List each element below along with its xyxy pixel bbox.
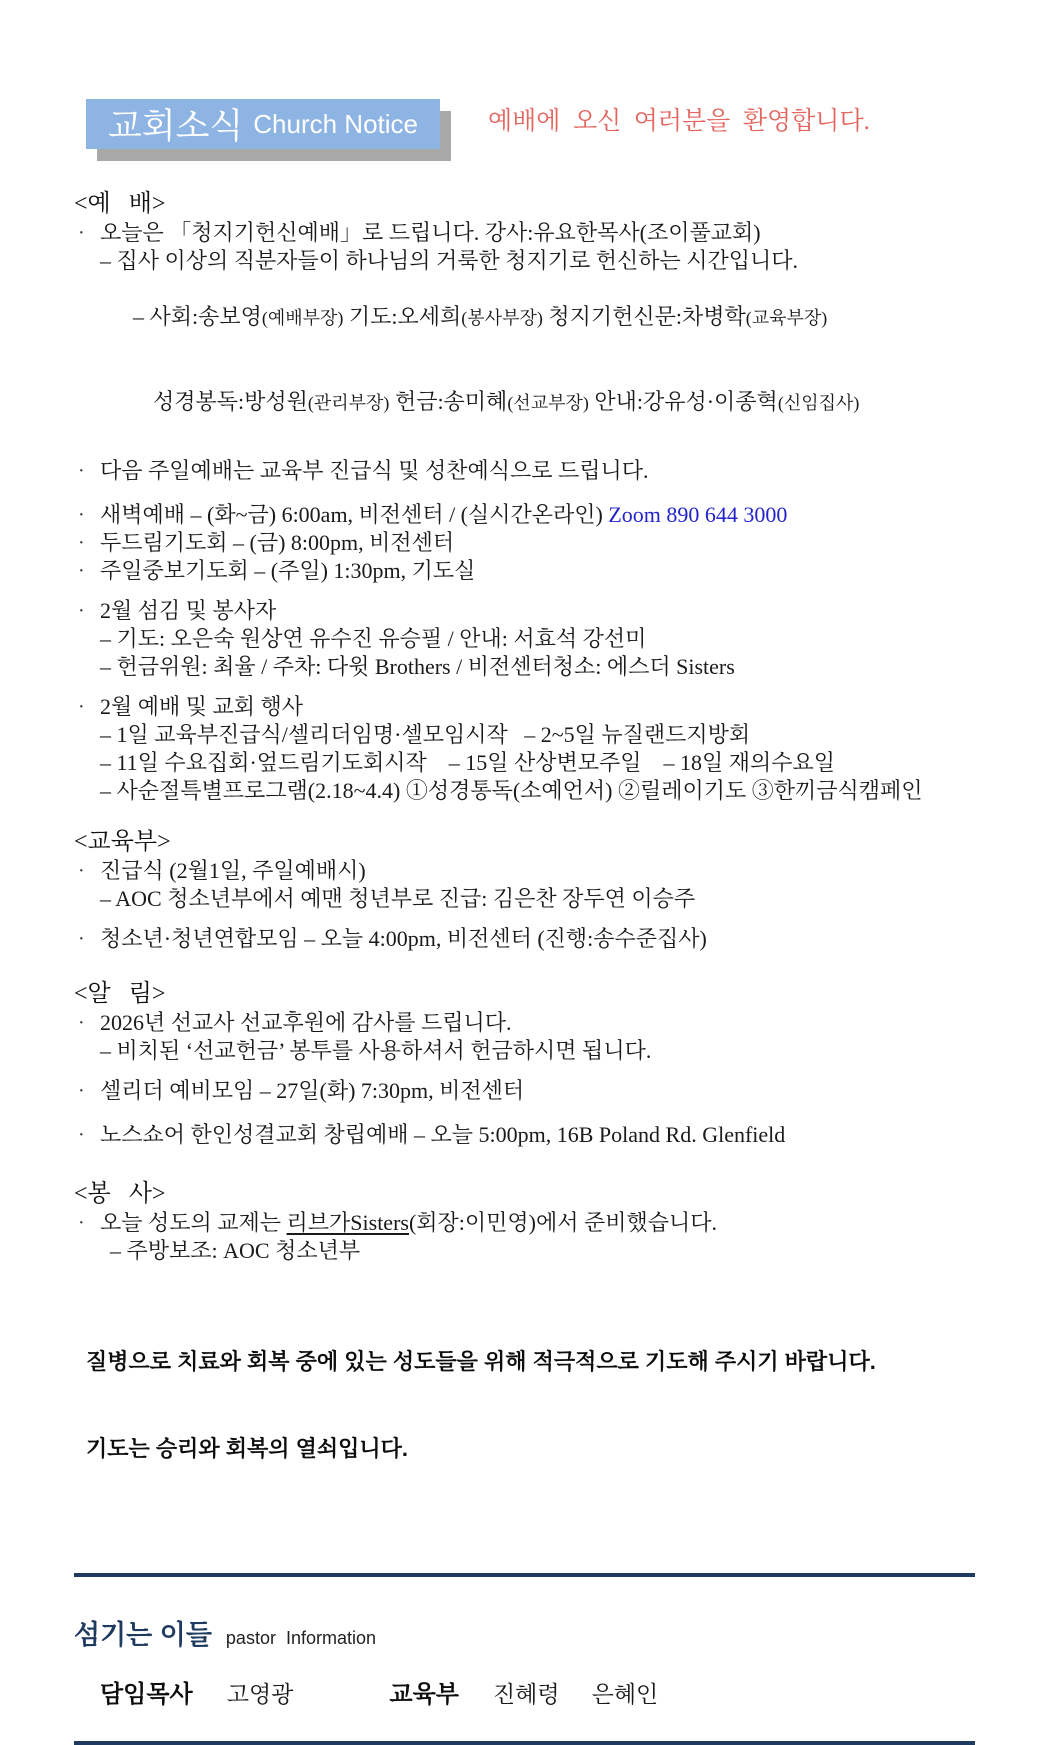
dawn-prayer-text [100, 501, 787, 529]
role-text: 안내:강유성·이종혁 [588, 389, 778, 414]
education-heading: <교육부> [74, 829, 171, 855]
feb-serving-title: 2월 섬김 및 봉사자 [100, 598, 277, 623]
role-dept: (봉사부장) [461, 308, 543, 328]
notice-heading: <알 림> [74, 981, 166, 1007]
worship-today-text: 오늘은 「청지기헌신예배」로 드립니다. 강사:유요한목사(조이풀교회) [100, 220, 761, 245]
bullet-icon: · [78, 860, 85, 882]
role-dept: (신임집사) [777, 393, 860, 413]
role-dept: (선교부장) [507, 393, 589, 413]
divider-bottom [74, 1741, 975, 1745]
doodream-text: 두드림기도회 – (금) 8:00pm, 비전센터 [100, 530, 455, 555]
banner-title-english: Church Notice [253, 108, 418, 139]
intercession-text: 주일중보기도회 – (주일) 1:30pm, 기도실 [100, 558, 476, 583]
doodream-line [74, 529, 975, 557]
role-text: 기도:오세희 [343, 304, 462, 329]
role-education-dept: 교육부 [389, 1681, 459, 1708]
fellowship-text [100, 1209, 717, 1237]
northshore-text: 노스쇼어 한인성결교회 창립예배 – 오늘 5:00pm, 16B Poland Rd. Glenfield [100, 1122, 786, 1147]
intercession-line [74, 557, 975, 585]
bullet-icon: · [78, 600, 85, 622]
bullet-icon: · [78, 560, 85, 582]
bullet-icon: · [78, 1212, 85, 1234]
servants-header [74, 1613, 975, 1652]
mission-thanks-line [74, 1009, 975, 1037]
zoom-meeting-id: Zoom 890 644 3000 [608, 502, 788, 527]
worship-heading: <예 배> [74, 191, 166, 217]
mission-thanks-text: 2026년 선교사 선교후원에 감사를 드립니다. [100, 1010, 512, 1035]
worship-roles-line-2 [120, 360, 975, 445]
fellowship-prefix: 오늘 성도의 교제는 [100, 1210, 287, 1235]
youth-meeting-line [74, 925, 975, 953]
next-week-text: 다음 주일예배는 교육부 진급식 및 성찬예식으로 드립니다. [100, 458, 649, 483]
feb-events-title-line [74, 693, 975, 721]
feb-events-title: 2월 예배 및 교회 행사 [100, 694, 304, 719]
role-dept: (예배부장) [261, 308, 344, 328]
feb-serving-title-line [74, 597, 975, 625]
banner-title-korean: 교회소식 [108, 107, 244, 146]
section-notice [74, 979, 975, 1149]
cell-leader-line [74, 1077, 975, 1105]
service-heading: <봉 사> [74, 1181, 166, 1207]
fellowship-line [74, 1209, 975, 1237]
bullet-icon: · [78, 696, 85, 718]
kitchen-help-line: – 주방보조: AOC 청소년부 [110, 1238, 361, 1263]
next-week-line [74, 457, 975, 485]
role-text: 헌금:송미혜 [389, 389, 508, 414]
welcome-message: 예배에 오신 여러분을 환영합니다. [488, 108, 870, 135]
promotion-sub-line: – AOC 청소년부에서 예맨 청년부로 진급: 김은찬 장두연 이승주 [100, 886, 696, 911]
dawn-prayer-prefix: 새벽예배 – (화~금) 6:00am, 비전센터 / (실시간온라인) [100, 502, 609, 527]
divider-top [74, 1573, 975, 1577]
bullet-icon: · [78, 222, 85, 244]
role-text: 청지기헌신문:차병학 [542, 304, 746, 329]
section-service [74, 1179, 975, 1521]
cell-leader-text: 셀리더 예비모임 – 27일(화) 7:30pm, 비전센터 [100, 1078, 525, 1103]
role-text: 성경봉독:방성원 [153, 389, 308, 414]
bullet-icon: · [78, 1080, 85, 1102]
feb-serving-prayer-line: – 기도: 오은숙 원상연 유수진 유승필 / 안내: 서효석 강선미 [100, 626, 647, 651]
servants-title-korean: 섬기는 이들 [74, 1620, 212, 1650]
fellowship-suffix: (회장:이민영)에서 준비했습니다. [408, 1210, 718, 1235]
bullet-icon: · [78, 1124, 85, 1146]
pastor-info-row [100, 1674, 975, 1709]
section-education [74, 827, 975, 953]
church-notice-page [0, 93, 1049, 1745]
bullet-icon: · [78, 1012, 85, 1034]
bullet-icon: · [78, 532, 85, 554]
bullet-icon: · [78, 460, 85, 482]
section-worship [74, 189, 975, 805]
youth-meeting-text: 청소년·청년연합모임 – 오늘 4:00pm, 비전센터 (진행:송수준집사) [100, 926, 707, 951]
worship-today-line [74, 219, 975, 247]
bullet-icon: · [78, 504, 85, 526]
promotion-text: 진급식 (2월1일, 주일예배시) [100, 858, 366, 883]
prayer-request-notice [86, 1289, 975, 1521]
role-text: – 사회:송보영 [133, 304, 262, 329]
prayer-request-line-1: 질병으로 치료와 회복 중에 있는 성도들을 위해 적극적으로 기도해 주시기 바랍니다. [86, 1349, 876, 1374]
feb-events-line-3: – 사순절특별프로그램(2.18~4.4) ①성경통독(소예언서) ②릴레이기도 ③한끼금식캠페인 [100, 778, 923, 803]
feb-events-line-1: – 1일 교육부진급식/셀리더임명·셀모임시작 – 2~5일 뉴질랜드지방회 [100, 722, 751, 747]
role-dept: (관리부장) [307, 393, 390, 413]
role-senior-pastor: 담임목사 [100, 1681, 193, 1708]
feb-events-line-2: – 11일 수요집회·엎드림기도회시작 – 15일 산상변모주일 – 18일 재의수요일 [100, 750, 836, 775]
banner-row [86, 93, 975, 155]
fellowship-group-name: 리브가Sisters [286, 1210, 409, 1235]
education-name-2: 은혜인 [591, 1682, 659, 1707]
worship-roles-line-1 [100, 275, 975, 360]
role-dept: (교육부장) [745, 308, 828, 328]
northshore-line [74, 1121, 975, 1149]
dawn-prayer-line [74, 501, 975, 529]
prayer-request-line-2: 기도는 승리와 회복의 열쇠입니다. [86, 1436, 408, 1461]
mission-envelope-line: – 비치된 ‘선교헌금’ 봉투를 사용하셔서 헌금하시면 됩니다. [100, 1038, 652, 1063]
servants-title-english: pastor Information [225, 1628, 376, 1648]
education-name-1: 진혜령 [492, 1682, 560, 1707]
bullet-icon: · [78, 928, 85, 950]
church-notice-banner [86, 99, 440, 149]
promotion-line [74, 857, 975, 885]
senior-pastor-name: 고영광 [226, 1682, 294, 1707]
worship-today-sub-line: – 집사 이상의 직분자들이 하나님의 거룩한 청지기로 헌신하는 시간입니다. [100, 248, 799, 273]
feb-serving-offering-line: – 헌금위원: 최율 / 주차: 다윗 Brothers / 비전센터청소: 에스더 Sisters [100, 654, 735, 679]
